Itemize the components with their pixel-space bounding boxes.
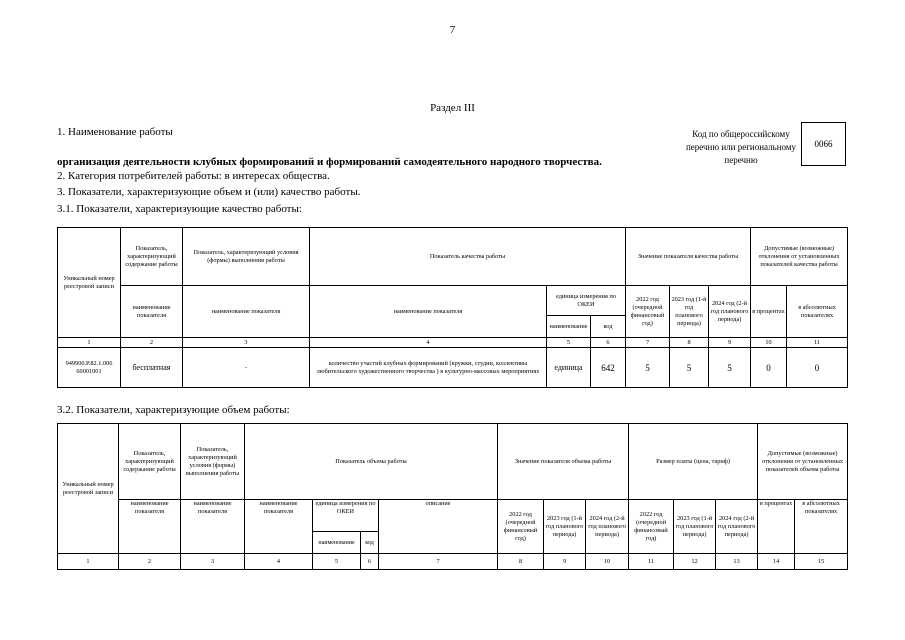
col-num: 3 — [181, 554, 245, 570]
header-content: Показатель, характеризующий содержание работы — [119, 424, 181, 500]
cell-code: 642 — [591, 348, 626, 388]
volume-table — [57, 423, 848, 570]
cell-value-2023: 5 — [670, 348, 709, 388]
col-num: 7 — [626, 338, 670, 348]
col-num: 4 — [245, 554, 313, 570]
header-year-2023: 2023 год (1-й год планового периода) — [670, 286, 709, 338]
cell-conditions: - — [183, 348, 310, 388]
col-num: 13 — [716, 554, 758, 570]
header-unit-code: код — [361, 532, 379, 554]
cell-value-2022: 5 — [626, 348, 670, 388]
header-price-2022: 2022 год (очередной финансовый год) — [629, 500, 674, 554]
header-percent: в процентах — [751, 286, 787, 338]
header-values: Значение показателя объема работы — [498, 424, 629, 500]
col-num: 11 — [787, 338, 848, 348]
indicators-heading: 3. Показатели, характеризующие объем и (или) качество работы. — [57, 186, 361, 198]
col-num: 12 — [674, 554, 716, 570]
cell-reg: 949900.Р.82.1.006 60001001 — [58, 348, 121, 388]
header-price-2024: 2024 год (2-й год планового периода) — [716, 500, 758, 554]
header-unit-name: наименование — [547, 316, 591, 338]
header-reg: Уникальный номер реестровой записи — [58, 424, 119, 554]
header-quality: Показатель качества работы — [310, 228, 626, 286]
cell-percent: 0 — [751, 348, 787, 388]
header-absolute: в абсолютных показателях — [787, 286, 848, 338]
header-unit: единица измерения по ОКЕИ — [313, 500, 379, 532]
header-unit: единица измерения по ОКЕИ — [547, 286, 626, 316]
header-year-2024: 2024 год (2-й год планового периода) — [709, 286, 751, 338]
header-name-indicator: наименование показателя — [121, 286, 183, 338]
code-label-line-3: перечню — [724, 155, 758, 165]
header-reg: Уникальный номер реестровой записи — [58, 228, 121, 338]
header-percent: в процентах — [758, 500, 795, 554]
work-name-heading: 1. Наименование работы — [57, 126, 173, 138]
page-number: 7 — [449, 24, 456, 36]
cell-absolute: 0 — [787, 348, 848, 388]
cell-value-2024: 5 — [709, 348, 751, 388]
header-conditions: Показатель, характеризующий условия (формы) выполнения работы — [181, 424, 245, 500]
consumer-category: 2. Категория потребителей работы: в интересах общества. — [57, 170, 330, 182]
header-year-2022: 2022 год (очередной финансовый год) — [498, 500, 544, 554]
col-num: 14 — [758, 554, 795, 570]
code-box: 0066 — [801, 122, 846, 166]
header-unit-code: код — [591, 316, 626, 338]
quality-table — [57, 227, 848, 388]
header-deviation: Допустимые (возможные) отклонения от установленных показателей объема работы — [758, 424, 848, 500]
col-num: 1 — [58, 338, 121, 348]
header-price: Размер платы (цена, тариф) — [629, 424, 758, 500]
header-name-indicator: наименование показателя — [181, 500, 245, 554]
col-num: 2 — [121, 338, 183, 348]
column-numbers-row — [58, 554, 848, 570]
header-unit-name: наименование — [313, 532, 361, 554]
col-num: 9 — [709, 338, 751, 348]
col-num: 6 — [361, 554, 379, 570]
header-deviation: Допустимые (возможные) отклонения от установленных показателей качества работы — [751, 228, 848, 286]
header-name-indicator: наименование показателя — [119, 500, 181, 554]
col-num: 10 — [751, 338, 787, 348]
col-num: 11 — [629, 554, 674, 570]
header-name-indicator: наименование показателя — [245, 500, 313, 554]
header-volume: Показатель объема работы — [245, 424, 498, 500]
header-conditions: Показатель, характеризующий условия (формы) выполнения работы — [183, 228, 310, 286]
col-num: 6 — [591, 338, 626, 348]
code-label — [670, 128, 812, 167]
col-num: 2 — [119, 554, 181, 570]
cell-unit: единица — [547, 348, 591, 388]
col-num: 7 — [379, 554, 498, 570]
header-name-indicator: наименование показателя — [183, 286, 310, 338]
header-values: Значение показателя качества работы — [626, 228, 751, 286]
code-label-line-2: перечню или региональному — [685, 142, 797, 152]
code-label-line-1: Код по общероссийскому — [692, 129, 790, 139]
header-description: описание — [379, 500, 498, 554]
table-row — [58, 348, 848, 388]
col-num: 4 — [310, 338, 547, 348]
col-num: 9 — [544, 554, 586, 570]
col-num: 15 — [795, 554, 848, 570]
col-num: 1 — [58, 554, 119, 570]
header-absolute: в абсолютных показателях — [795, 500, 848, 554]
header-year-2022: 2022 год (очередной финансовый год) — [626, 286, 670, 338]
col-num: 10 — [586, 554, 629, 570]
header-year-2023: 2023 год (1-й год планового периода) — [544, 500, 586, 554]
header-name-indicator: наименование показателя — [310, 286, 547, 338]
header-price-2023: 2023 год (1-й год планового периода) — [674, 500, 716, 554]
cell-indicator: количество участий клубных формирований (кружки, студии, коллективы любительского художественного творчества ) в культурно-массовых мероприятиях — [310, 348, 547, 388]
quality-heading: 3.1. Показатели, характеризующие качество работы: — [57, 203, 302, 215]
volume-heading: 3.2. Показатели, характеризующие объем работы: — [57, 404, 290, 416]
col-num: 8 — [670, 338, 709, 348]
header-year-2024: 2024 год (2-й год планового периода) — [586, 500, 629, 554]
section-title: Раздел III — [430, 102, 475, 114]
header-content: Показатель, характеризующий содержание работы — [121, 228, 183, 286]
work-name: организация деятельности клубных формирований и формирований самодеятельного народного творчества. — [57, 156, 602, 168]
col-num: 5 — [313, 554, 361, 570]
column-numbers-row — [58, 338, 848, 348]
col-num: 5 — [547, 338, 591, 348]
cell-content: бесплатная — [121, 348, 183, 388]
col-num: 8 — [498, 554, 544, 570]
col-num: 3 — [183, 338, 310, 348]
